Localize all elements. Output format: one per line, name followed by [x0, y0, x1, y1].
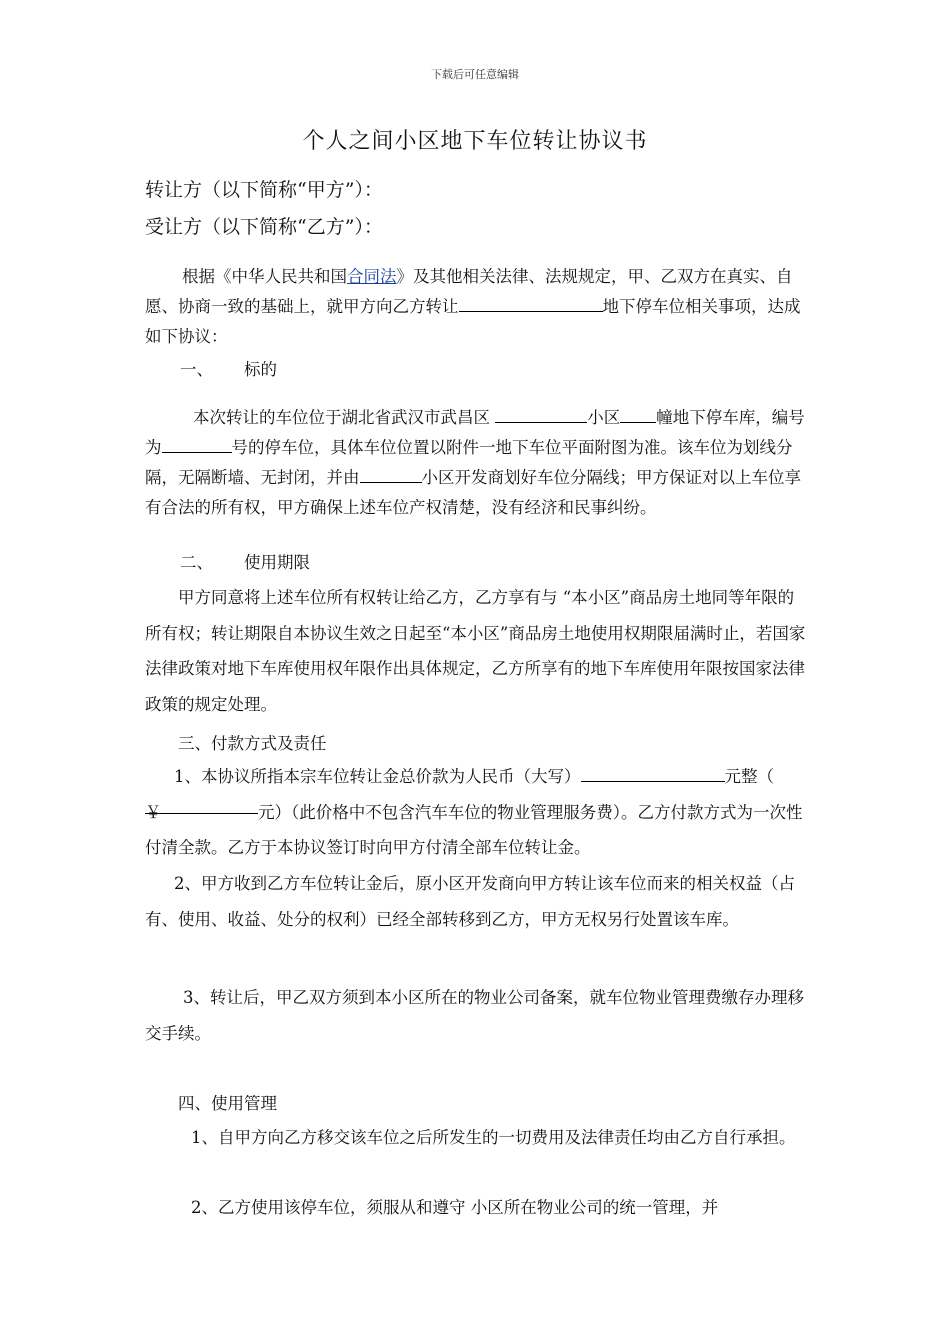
building-blank	[620, 404, 656, 423]
section-4-item-1	[145, 1120, 807, 1156]
section-3-item-3	[145, 980, 807, 1051]
section-4-item-2	[145, 1190, 807, 1226]
intro-text-3: 地下停车位相关事项，达成如下协议：	[145, 297, 801, 346]
section-1-paragraph	[145, 403, 807, 523]
party-a-line: 转让方（以下简称“甲方”）：	[145, 179, 383, 201]
section-3-item-1-text-a: 1、本协议所指本宗车位转让金总价款为人民币（大写）	[174, 767, 581, 786]
section-1-title: 标的	[244, 360, 277, 379]
section-2-paragraph	[145, 580, 807, 722]
section-3-heading: 三、付款方式及责任	[178, 734, 327, 753]
party-b-line: 受让方（以下简称“乙方”）：	[145, 216, 383, 238]
section-3-item-2-text: 2、甲方收到乙方车位转让金后，原小区开发商向甲方转让该车位而来的相关权益（占有、使用、收益、处分的权利）已经全部转移到乙方，甲方无权另行处置该车库。	[145, 874, 795, 929]
section-1-text-2: 小区	[587, 408, 621, 427]
intro-text-2: 》及其他相关法律、法规规定，甲、乙双方在真实、自愿、协商一致的基础上，就甲方向乙方转让	[145, 267, 793, 316]
section-2-body: 甲方同意将上述车位所有权转让给乙方，乙方享有与 “本小区”商品房土地同等年限的所有权；转让期限自本协议生效之日起至“本小区”商品房土地使用权期限届满时止，若国家法律政策对地下车库使用权年限作出具体规定，乙方所享有的地下车库使用年限按国家法律政策的规定处理。	[145, 588, 806, 714]
section-4-heading: 四、使用管理	[178, 1094, 277, 1113]
section-4-item-2-text: 2、乙方使用该停车位，须服从和遵守 小区所在物业公司的统一管理，并	[191, 1198, 719, 1217]
yen-symbol: ￥	[145, 802, 162, 822]
section-2-number: 二、	[180, 553, 213, 572]
section-1-text-4: 号的停车位，具体车位位置以附件一地下车位平面附图为准。该车位为划线分隔，无隔断墙、无封闭，并由	[145, 438, 793, 487]
intro-paragraph	[145, 262, 807, 352]
section-3-item-1-text-c: 元）（此价格中不包含汽车车位的物业管理服务费）。乙方付款方式为一次性付清全款。乙方于本协议签订时向甲方付清全部车位转让金。	[145, 802, 803, 857]
section-1-text-3: 幢地下停车库，编号为	[145, 408, 805, 457]
price-digits-blank	[145, 795, 258, 822]
section-3-item-1	[145, 759, 807, 866]
intro-text-1: 根据《中华人民共和国	[182, 267, 347, 286]
section-3-item-3-text: 3、转让后，甲乙双方须到本小区所在的物业公司备案，就车位物业管理费缴存办理移交手续。	[145, 988, 804, 1043]
section-2-heading	[180, 549, 310, 573]
district-blank	[495, 404, 587, 423]
section-1-heading	[180, 356, 277, 380]
section-1-number: 一、	[180, 360, 213, 379]
section-2-title: 使用期限	[244, 553, 310, 572]
section-1-text-5: 小区开发商划好车位分隔线；甲方保证对以上车位享有合法的所有权，甲方确保上述车位产权清楚，没有经济和民事纠纷。	[145, 468, 801, 517]
section-1-text-1: 本次转让的车位位于湖北省武汉市武昌区	[193, 408, 496, 427]
contract-law-link[interactable]: 合同法	[347, 267, 397, 286]
section-4-item-1-text: 1、自甲方向乙方移交该车位之后所发生的一切费用及法律责任均由乙方自行承担。	[191, 1128, 796, 1147]
developer-blank	[360, 464, 422, 483]
transfer-target-blank	[459, 293, 603, 312]
header-note: 下载后可任意编辑	[431, 68, 519, 81]
spot-number-blank	[162, 434, 232, 453]
section-3-item-1-text-b: 元整（	[724, 767, 774, 786]
document-title: 个人之间小区地下车位转让协议书	[302, 129, 648, 154]
price-words-blank	[581, 763, 725, 782]
section-3-item-2	[145, 866, 807, 937]
